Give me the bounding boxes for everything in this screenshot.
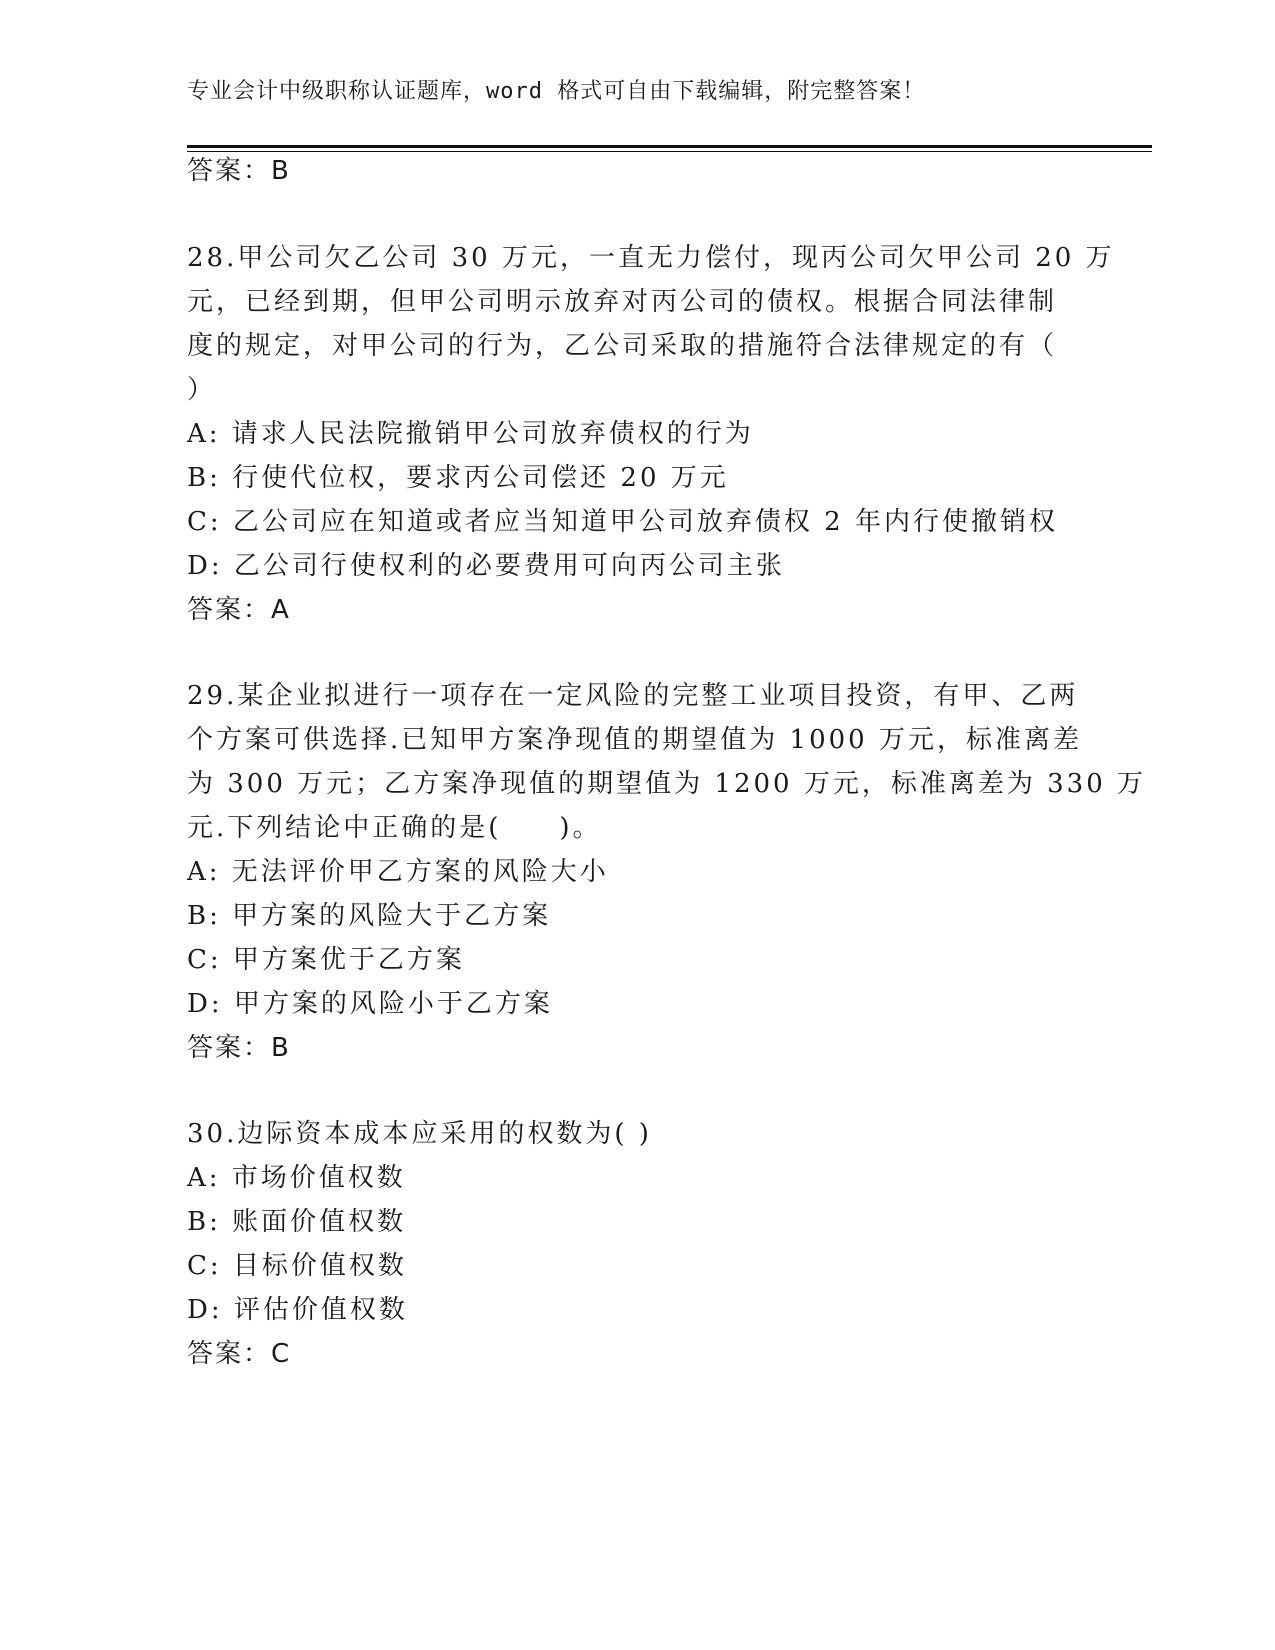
- question-stem-line: 为 300 万元；乙方案净现值的期望值为 1200 万元，标准离差为 330 万: [187, 769, 1147, 799]
- question-stem-line: 28.甲公司欠乙公司 30 万元，一直无力偿付，现丙公司欠甲公司 20 万: [187, 243, 1115, 273]
- question-stem-line: 元，已经到期，但甲公司明示放弃对丙公司的债权。根据合同法律制: [187, 287, 1058, 317]
- answer-line: 答案：B: [187, 156, 291, 186]
- question-stem-line: ）: [187, 375, 217, 405]
- option-d: D: 乙公司行使权利的必要费用可向丙公司主张: [187, 551, 785, 581]
- option-c: C: 甲方案优于乙方案: [187, 945, 465, 975]
- option-c: C: 乙公司应在知道或者应当知道甲公司放弃债权 2 年内行使撤销权: [187, 507, 1058, 537]
- option-a: A: 无法评价甲乙方案的风险大小: [187, 857, 609, 887]
- answer-line: 答案：A: [187, 595, 291, 625]
- option-a: A: 市场价值权数: [187, 1163, 406, 1193]
- question-stem-line: 29.某企业拟进行一项存在一定风险的完整工业项目投资，有甲、乙两: [187, 681, 1079, 711]
- option-b: B: 甲方案的风险大于乙方案: [187, 901, 552, 931]
- option-d: D: 评估价值权数: [187, 1295, 408, 1325]
- answer-line: 答案：B: [187, 1033, 291, 1063]
- question-stem-line: 个方案可供选择.已知甲方案净现值的期望值为 1000 万元，标准离差: [187, 725, 1082, 755]
- header-text: 专业会计中级职称认证题库，word 格式可自由下载编辑，附完整答案！: [187, 79, 926, 104]
- answer-line: 答案：C: [187, 1339, 292, 1369]
- question-stem-line: 30.边际资本成本应采用的权数为( ): [187, 1119, 652, 1149]
- option-b: B: 行使代位权，要求丙公司偿还 20 万元: [187, 463, 729, 493]
- header-rule-thick: [187, 145, 1152, 148]
- option-a: A: 请求人民法院撤销甲公司放弃债权的行为: [187, 419, 754, 449]
- question-stem-line: 元.下列结论中正确的是( )。: [187, 813, 602, 843]
- option-c: C: 目标价值权数: [187, 1251, 407, 1281]
- question-stem-line: 度的规定，对甲公司的行为，乙公司采取的措施符合法律规定的有（: [187, 331, 1058, 361]
- header-rule-thin: [187, 151, 1152, 152]
- option-b: B: 账面价值权数: [187, 1207, 407, 1237]
- option-d: D: 甲方案的风险小于乙方案: [187, 989, 553, 1019]
